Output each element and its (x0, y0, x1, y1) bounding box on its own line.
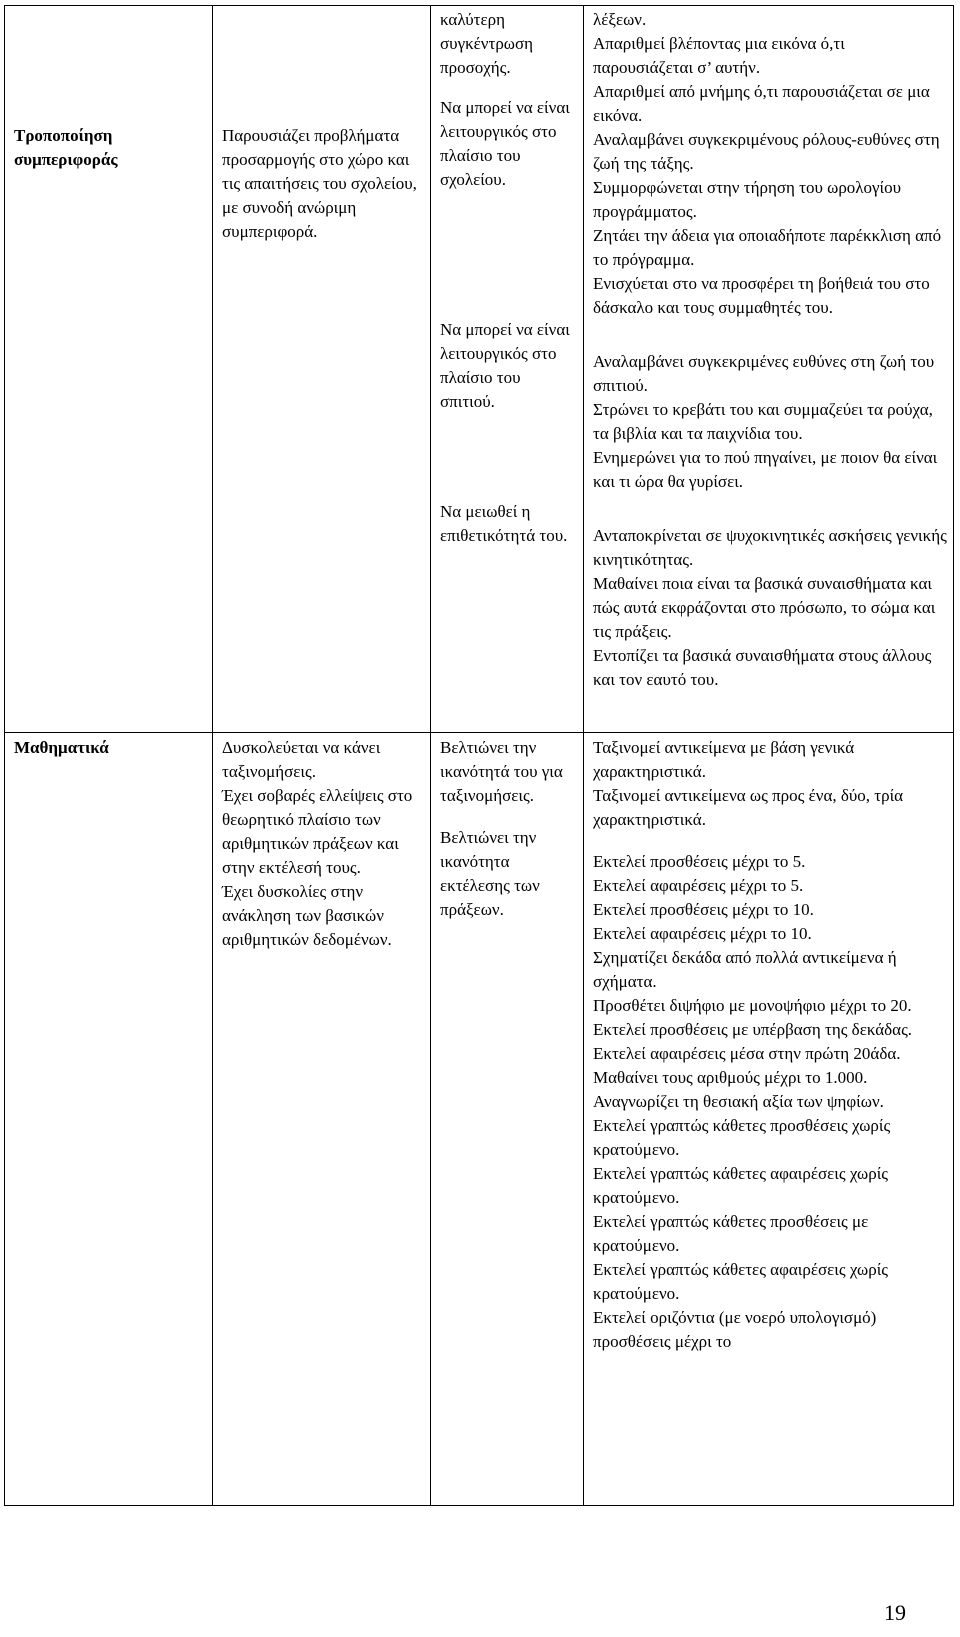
description-text: Παρουσιάζει προβλήματα προσαρμογής στο χώρο και τις απαιτήσεις του σχολείου, με συνοδή ανώριμη συμπεριφορά. (222, 126, 417, 241)
goal-text: Βελτιώνει την ικανότητά του για ταξινομήσεις. (440, 738, 563, 805)
area-cell (5, 733, 213, 1506)
activity-text: Ανταποκρίνεται σε ψυχοκινητικές ασκήσεις γενικής κινητικότητας. Μαθαίνει ποια είναι τα βασικά συναισθήματα και πώς αυτά εκφράζονται στο πρόσωπο, το σώμα και τις πράξεις. Εντοπίζει τα βασικά συναισθήματα στους άλλους και τον εαυτό του. (593, 526, 947, 689)
area-cell (5, 6, 213, 733)
goals-cell (431, 733, 584, 1506)
goal-text: Να μειωθεί η επιθετικότητά του. (440, 502, 568, 545)
activities-cell (584, 6, 954, 733)
goal-text: Βελτιώνει την ικανότητα εκτέλεσης των πράξεων. (440, 828, 540, 919)
activity-text: Εκτελεί προσθέσεις μέχρι το 5. Εκτελεί αφαιρέσεις μέχρι το 5. Εκτελεί προσθέσεις μέχρι το 10. Εκτελεί αφαιρέσεις μέχρι το 10. Σχηματίζει δεκάδα από πολλά αντικείμενα ή σχήματα. Προσθέτει διψήφιο με μονοψήφιο μέχρι το 20. Εκτελεί προσθέσεις με υπέρβαση της δεκάδας. Εκτελεί αφαιρέσεις μέσα στην πρώτη 20άδα. Μαθαίνει τους αριθμούς μέχρι το 1.000. Αναγνωρίζει τη θεσιακή αξία των ψηφίων. Εκτελεί γραπτώς κάθετες προσθέσεις χωρίς κρατούμενο. Εκτελεί γραπτώς κάθετες αφαιρέσεις χωρίς κρατούμενο. Εκτελεί γραπτώς κάθετες προσθέσεις με κρατούμενο. Εκτελεί γραπτώς κάθετες αφαιρέσεις χωρίς κρατούμενο. Εκτελεί οριζόντια (με νοερό υπολογισμό) προσθέσεις μέχρι το (593, 852, 913, 1351)
table-row (5, 6, 954, 733)
activity-text: Αναλαμβάνει συγκεκριμένους ρόλους-ευθύνες στη ζωή της τάξης. Συμμορφώνεται στην τήρηση του ωρολογίου προγράμματος. Ζητάει την άδεια για οποιαδήποτε παρέκκλιση από το πρόγραμμα. Ενισχύεται στο να προσφέρει τη βοήθειά του στο δάσκαλο και τους συμμαθητές του. (593, 130, 942, 317)
description-cell (213, 733, 431, 1506)
activity-text: Αναλαμβάνει συγκεκριμένες ευθύνες στη ζωή του σπιτιού. Στρώνει το κρεβάτι του και συμμαζεύει τα ρούχα, τα βιβλία και τα παιχνίδια του. Ενημερώνει για το πού πηγαίνει, με ποιον θα είναι και τι ώρα θα γυρίσει. (593, 352, 938, 491)
curriculum-table (4, 5, 954, 1506)
area-label: Τροποποίηση συμπεριφοράς (14, 126, 118, 169)
table-row (5, 733, 954, 1506)
activities-cell (584, 733, 954, 1506)
activity-text: Ταξινομεί αντικείμενα με βάση γενικά χαρακτηριστικά. Ταξινομεί αντικείμενα ως προς ένα, δύο, τρία χαρακτηριστικά. (593, 738, 904, 829)
description-text: Δυσκολεύεται να κάνει ταξινομήσεις. Έχει σοβαρές ελλείψεις στο θεωρητικό πλαίσιο των αριθμητικών πράξεων και στην εκτέλεσή τους. Έχει δυσκολίες στην ανάκληση των βασικών αριθμητικών δεδομένων. (222, 738, 413, 949)
activity-text: λέξεων. Απαριθμεί βλέποντας μια εικόνα ό,τι παρουσιάζεται σ’ αυτήν. Απαριθμεί από μνήμης ό,τι παρουσιάζεται σε μια εικόνα. (593, 10, 930, 125)
page-number: 19 (884, 1600, 906, 1625)
goals-cell (431, 6, 584, 733)
goal-text: καλύτερη συγκέντρωση προσοχής. (440, 10, 534, 77)
area-label: Μαθηματικά (14, 738, 109, 757)
description-cell (213, 6, 431, 733)
goal-text: Να μπορεί να είναι λειτουργικός στο πλαίσιο του σπιτιού. (440, 320, 570, 411)
goal-text: Να μπορεί να είναι λειτουργικός στο πλαίσιο του σχολείου. (440, 98, 570, 189)
